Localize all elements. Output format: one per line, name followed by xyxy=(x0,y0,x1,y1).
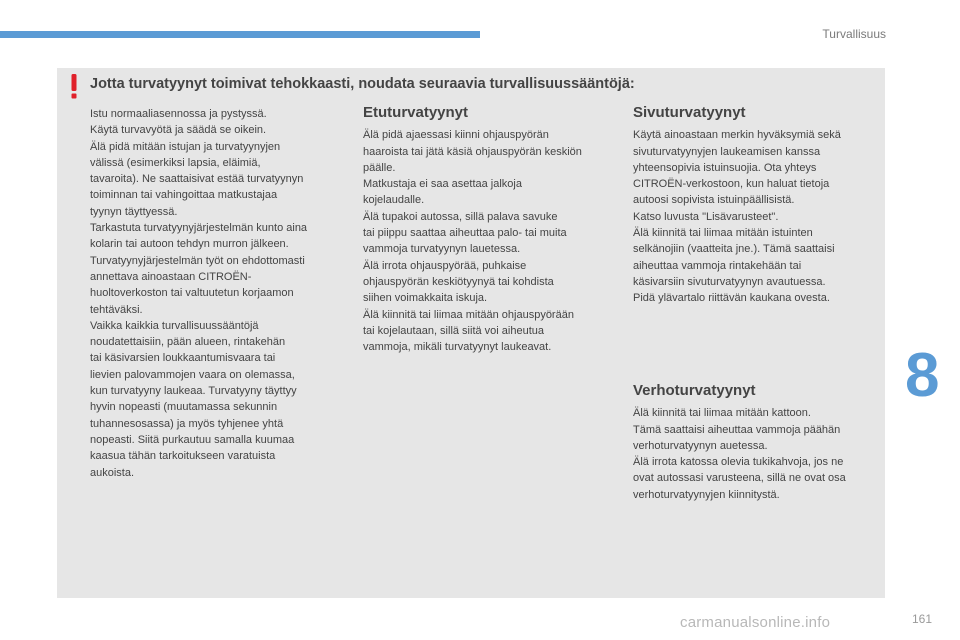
text-line: tai piippu saattaa aiheuttaa palo- tai muita xyxy=(363,227,567,240)
text-line: Käytä turvavyötä ja säädä se oikein. xyxy=(90,124,267,137)
text-line: aiheuttaa vammoja rintakehään tai xyxy=(633,259,802,272)
text-line: välissä (esimerkiksi lapsia, eläimiä, xyxy=(90,156,261,169)
text-line: Tämä saattaisi aiheuttaa vammoja päähän xyxy=(633,423,841,436)
intro-text xyxy=(90,106,345,481)
text-line: lievien palovammojen vaara on olemassa, xyxy=(90,368,295,381)
text-line: Turvatyynyjärjestelmän työt on ehdottomasti xyxy=(90,254,305,267)
text-line: Älä pidä ajaessasi kiinni ohjauspyörän xyxy=(363,129,549,142)
text-line: Pidä ylävartalo riittävän kaukana ovesta. xyxy=(633,292,830,305)
curtain-airbags-text xyxy=(633,405,878,503)
chapter-number: 8 xyxy=(905,341,940,410)
text-line: nopeasti. Siitä purkautuu samalla kuumaa xyxy=(90,433,295,446)
curtain-airbags-title: Verhoturvatyynyt xyxy=(633,382,756,399)
text-line: tuhannesosassa) ja myös tyhjenee yhtä xyxy=(90,417,284,430)
intro-column xyxy=(90,106,345,481)
text-line: Älä tupakoi autossa, sillä palava savuke xyxy=(363,210,558,223)
text-line: verhoturvatyynyjen kiinnitystä. xyxy=(633,488,780,501)
text-line: yhteensopivia istuinsuojia. Ota yhteys xyxy=(633,161,817,174)
text-line: Älä kiinnitä tai liimaa mitään istuinten xyxy=(633,227,813,240)
text-line: selkänojiin (vaatteita jne.). Tämä saattaisi xyxy=(633,243,835,256)
side-airbags-title: Sivuturvatyynyt xyxy=(633,104,746,121)
text-line: kolarin tai autoon tehdyn murron jälkeen. xyxy=(90,238,289,251)
text-line: Käytä ainoastaan merkin hyväksymiä sekä xyxy=(633,129,841,142)
text-line: ohjauspyörän keskiötyynyä tai kohdista xyxy=(363,275,554,288)
text-line: kaasua tähän tarkoitukseen varatuista xyxy=(90,450,276,463)
text-line: Älä pidä mitään istujan ja turvatyynyjen xyxy=(90,140,281,153)
text-line: annettava ainoastaan CITROËN- xyxy=(90,270,252,283)
text-line: Älä irrota katossa olevia tukikahvoja, jos ne xyxy=(633,456,844,469)
text-line: kojelaudalle. xyxy=(363,194,425,207)
watermark: carmanualsonline.info xyxy=(680,614,831,631)
front-airbags-section xyxy=(363,105,613,355)
text-line: tavaroita). Ne saattaisivat estää turvatyynyn xyxy=(90,173,304,186)
text-line: ovat autossasi varusteena, sillä ne ovat osa xyxy=(633,472,846,485)
front-airbags-text xyxy=(363,127,613,355)
text-line: noudatettaisiin, pään alueen, rintakehän xyxy=(90,336,286,349)
text-line: Tarkastuta turvatyynyjärjestelmän kunto aina xyxy=(90,222,308,235)
text-line: Katso luvusta "Lisävarusteet". xyxy=(633,210,779,223)
text-line: Älä irrota ohjauspyörää, puhkaise xyxy=(363,259,527,272)
text-line: tai käsivarsien loukkaantumisvaara tai xyxy=(90,352,276,365)
text-line: tehtäväksi. xyxy=(90,303,143,316)
header-accent-bar xyxy=(0,31,480,38)
text-line: hyvin nopeasti (muutamassa sekunnin xyxy=(90,401,278,414)
text-line: vammoja, mikäli turvatyynyt laukeavat. xyxy=(363,341,552,354)
text-line: Älä kiinnitä tai liimaa mitään ohjauspyörään xyxy=(363,308,574,321)
text-line: vammoja turvatyynyn lauetessa. xyxy=(363,243,521,256)
text-line: Vaikka kaikkia turvallisuussääntöjä xyxy=(90,319,259,332)
text-line: Matkustaja ei saa asettaa jalkoja xyxy=(363,178,522,191)
text-line: käsivarsiin sivuturvatyynyn avautuessa. xyxy=(633,275,826,288)
text-line: CITROËN-verkostoon, kun haluat tietoja xyxy=(633,178,830,191)
text-line: Istu normaaliasennossa ja pystyssä. xyxy=(90,108,267,120)
text-line: kun turvatyyny laukeaa. Turvatyyny täyttyy xyxy=(90,385,297,398)
text-line: päälle. xyxy=(363,161,396,174)
section-title: Turvallisuus xyxy=(822,27,886,41)
text-line: siihen voimakkaita iskuja. xyxy=(363,292,488,305)
text-line: haaroista tai jätä käsiä ohjauspyörän keskiön xyxy=(363,145,582,158)
curtain-airbags-section xyxy=(633,383,878,503)
text-line: autoosi sopivista istuinpäällisistä. xyxy=(633,194,795,207)
text-line: Älä kiinnitä tai liimaa mitään kattoon. xyxy=(633,407,811,420)
text-line: tai kojelautaan, sillä siitä voi aiheutua xyxy=(363,324,545,337)
text-line: sivuturvatyynyjen laukeamisen kanssa xyxy=(633,145,821,158)
text-line: huoltoverkoston tai valtuutetun korjaamon xyxy=(90,287,294,300)
side-airbags-text xyxy=(633,127,878,306)
exclamation-icon xyxy=(66,72,82,100)
text-line: verhoturvatyynyn auetessa. xyxy=(633,439,768,452)
text-line: tyynyn täyttyessä. xyxy=(90,205,178,218)
page-number: 161 xyxy=(912,612,933,626)
notice-headline: Jotta turvatyynyt toimivat tehokkaasti, noudata seuraavia turvallisuussääntöjä: xyxy=(90,76,635,92)
front-airbags-title: Etuturvatyynyt xyxy=(363,104,469,121)
text-line: toiminnan tai vahingoittaa matkustajaa xyxy=(90,189,278,202)
side-airbags-section xyxy=(633,105,878,307)
text-line: aukoista. xyxy=(90,466,135,479)
